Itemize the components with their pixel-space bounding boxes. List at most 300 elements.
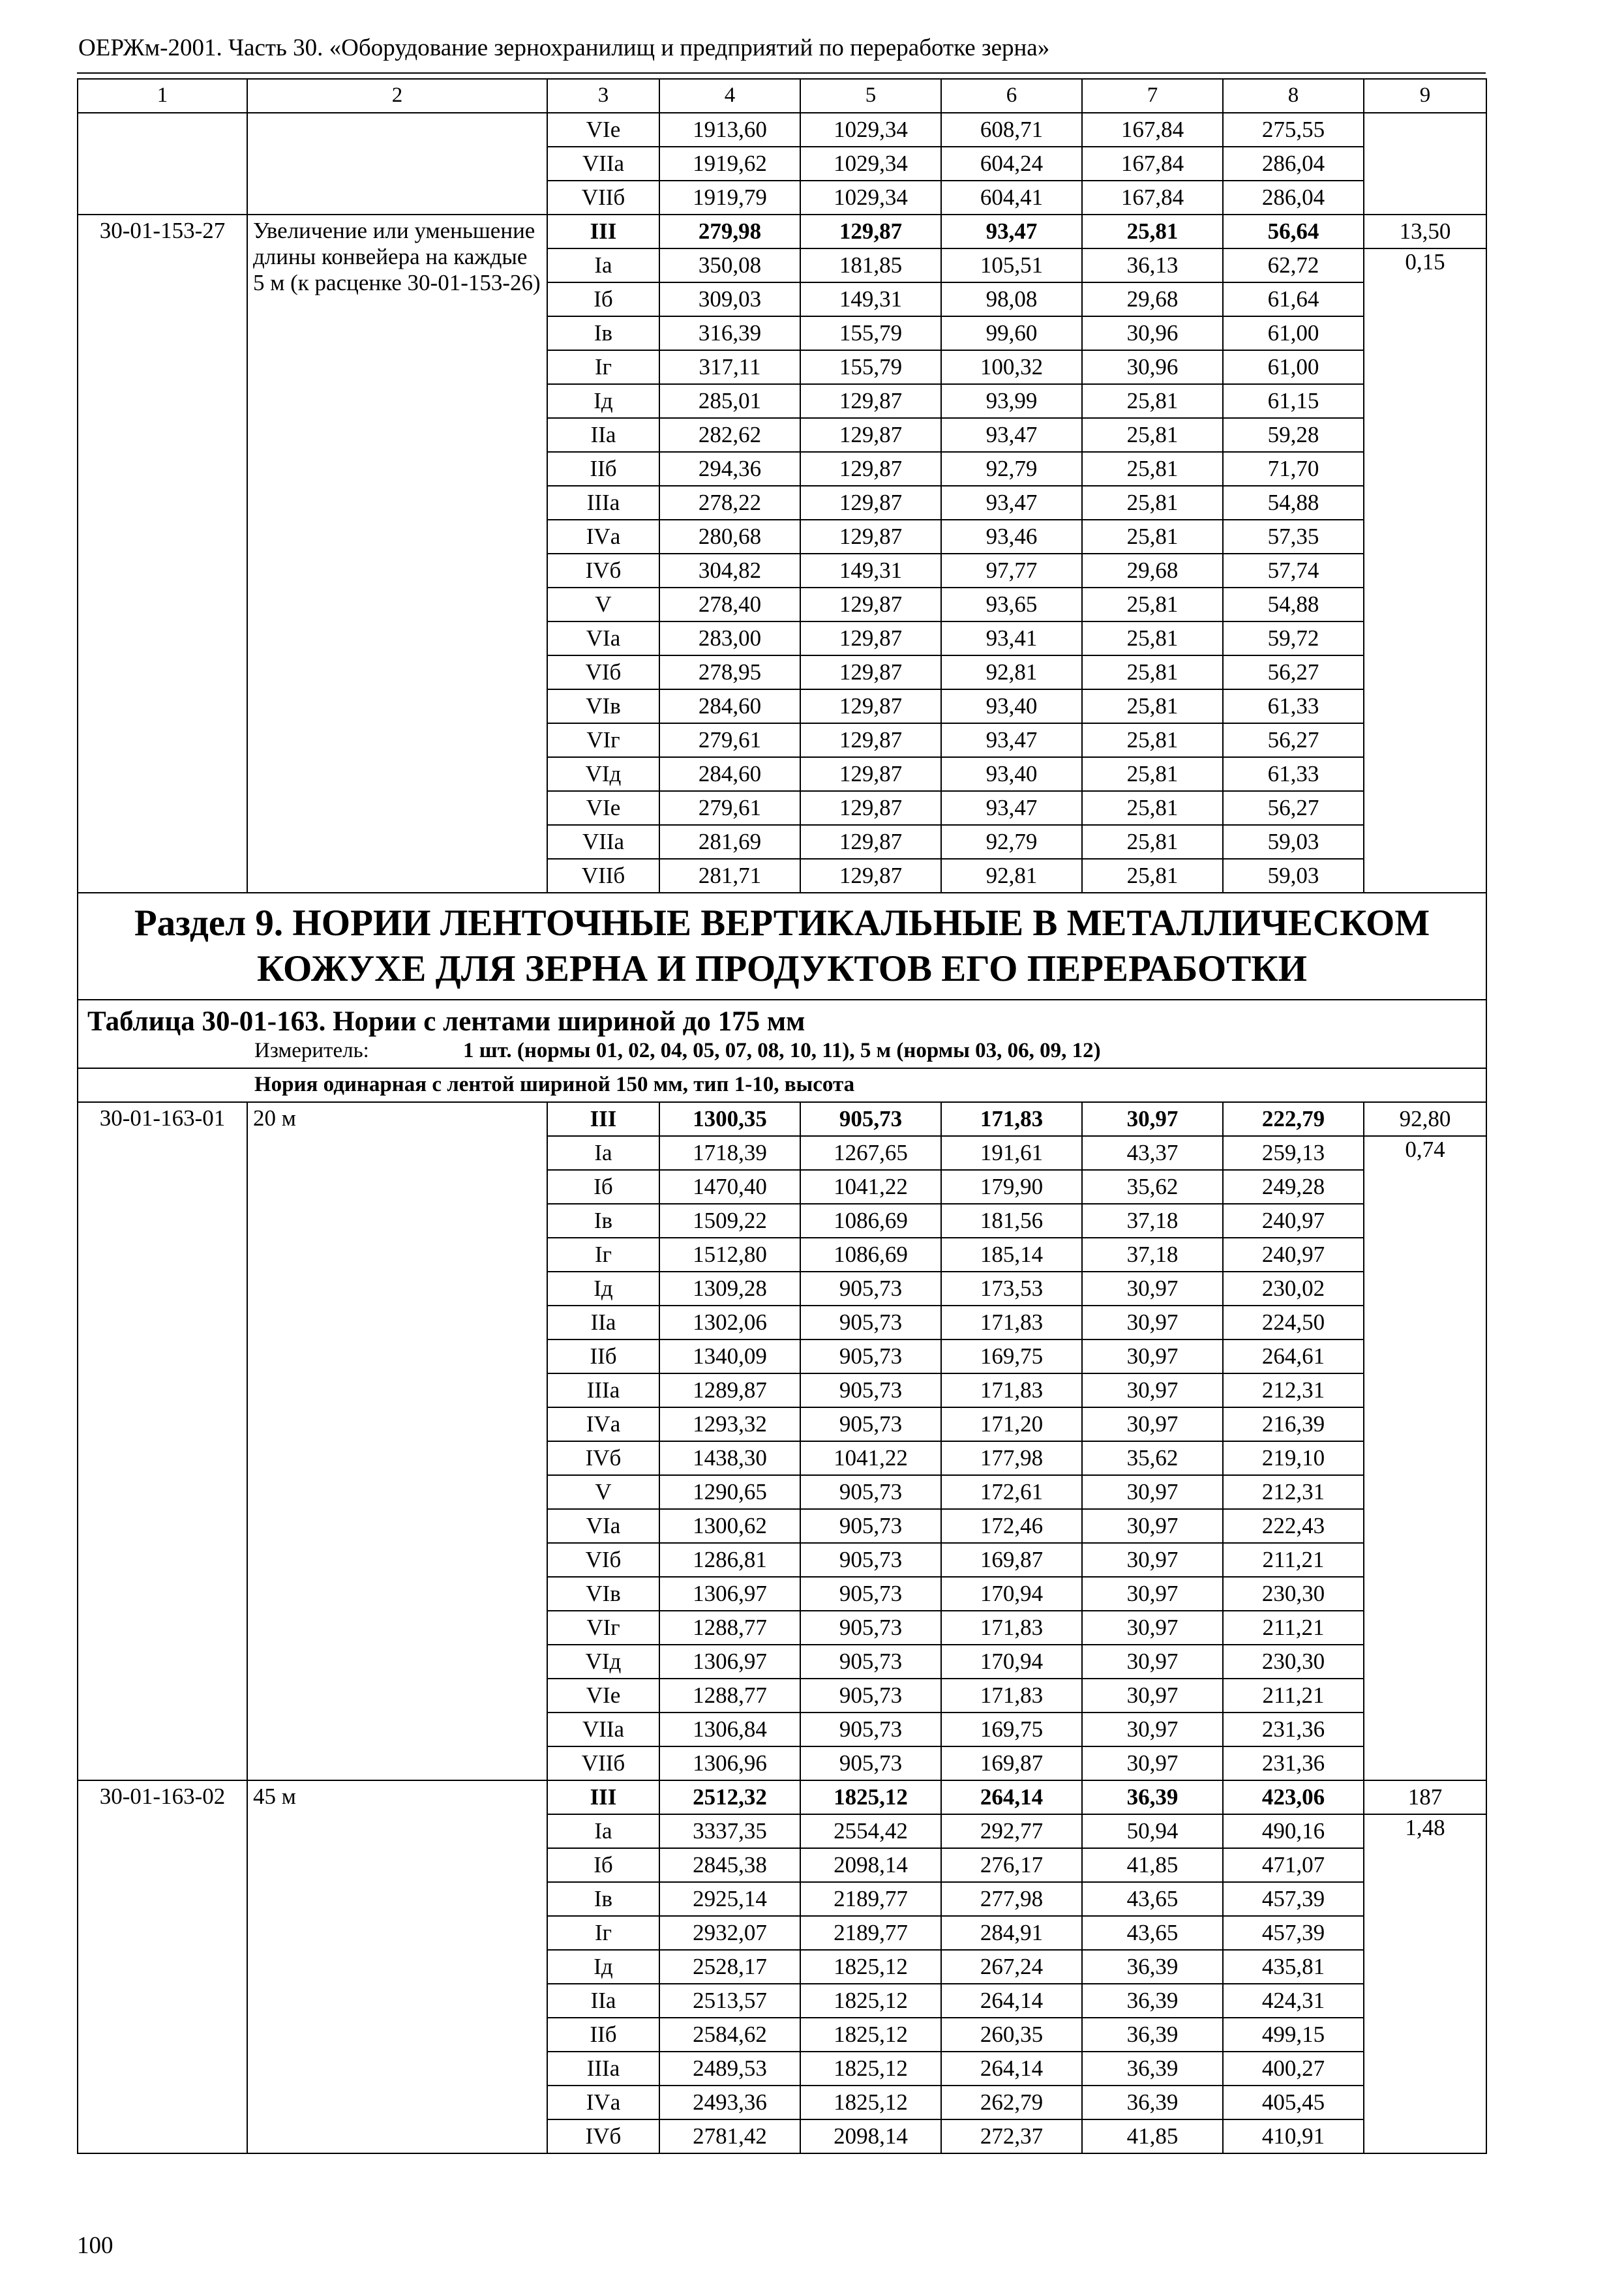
materials-cell: 259,13 [1223,1136,1364,1170]
total-cost-cell: 1300,62 [659,1509,800,1543]
price-table [77,78,1487,2154]
zone-cell: Iг [547,350,659,384]
total-cost-cell: 294,36 [659,452,800,486]
wages-cell: 2098,14 [800,2119,941,2153]
table-title: Таблица 30-01-163. Нории с лентами шириной до 175 мм [87,1006,805,1037]
column-numbers-row [78,79,1486,113]
wages-cell: 905,73 [800,1407,941,1441]
meter-value: 1 шт. (нормы 01, 02, 04, 05, 07, 08, 10, 11), 5 м (нормы 03, 06, 09, 12) [463,1039,1101,1063]
materials-cell: 231,36 [1223,1713,1364,1746]
wages-cell: 1029,34 [800,181,941,215]
zone-cell: VIе [547,1679,659,1713]
machines-cell: 99,60 [941,316,1082,350]
total-cost-cell: 1512,80 [659,1238,800,1272]
machinist-wages-cell: 25,81 [1082,791,1223,825]
materials-cell: 424,31 [1223,1984,1364,2018]
name-cell: Увеличение или уменьшение длины конвейера на каждые 5 м (к расценке 30-01-153-26) [247,215,547,893]
wages-cell: 129,87 [800,621,941,655]
materials-cell: 230,30 [1223,1577,1364,1611]
zone-cell: Iв [547,1882,659,1916]
materials-cell: 240,97 [1223,1204,1364,1238]
subheading-row [78,1068,1486,1102]
labor-cost-cell: 187 [1364,1780,1486,1814]
zone-cell: IVб [547,2119,659,2153]
zone-cell: VIIб [547,859,659,893]
machinist-wages-cell: 25,81 [1082,384,1223,418]
section-title: Раздел 9. НОРИИ ЛЕНТОЧНЫЕ ВЕРТИКАЛЬНЫЕ В МЕТАЛЛИЧЕСКОМ КОЖУХЕ ДЛЯ ЗЕРНА И ПРОДУКТОВ ЕГО ПЕРЕРАБОТКИ [78,893,1486,1000]
machinist-wages-cell: 43,37 [1082,1136,1223,1170]
materials-cell: 286,04 [1223,181,1364,215]
total-cost-cell: 2925,14 [659,1882,800,1916]
materials-cell: 54,88 [1223,486,1364,520]
materials-cell: 499,15 [1223,2018,1364,2052]
machines-cell: 169,75 [941,1713,1082,1746]
total-cost-cell: 1438,30 [659,1441,800,1475]
wages-cell: 905,73 [800,1373,941,1407]
total-cost-cell: 1340,09 [659,1339,800,1373]
wages-cell: 129,87 [800,418,941,452]
machinist-wages-cell: 25,81 [1082,452,1223,486]
code-cell [78,113,247,215]
wages-cell: 905,73 [800,1679,941,1713]
wages-cell: 2554,42 [800,1814,941,1848]
materials-cell: 62,72 [1223,248,1364,282]
machinist-wages-cell: 25,81 [1082,520,1223,554]
machines-cell: 171,83 [941,1306,1082,1339]
machinist-wages-cell: 35,62 [1082,1170,1223,1204]
total-cost-cell: 1290,65 [659,1475,800,1509]
wages-cell: 905,73 [800,1306,941,1339]
machinist-wages-cell: 25,81 [1082,655,1223,689]
page-header: ОЕРЖм-2001. Часть 30. «Оборудование зернохранилищ и предприятий по переработке зерна» [78,35,1050,61]
machines-cell: 93,47 [941,418,1082,452]
machinist-wages-cell: 36,39 [1082,2018,1223,2052]
column-number: 9 [1364,79,1486,113]
materials-cell: 222,43 [1223,1509,1364,1543]
total-cost-cell: 1289,87 [659,1373,800,1407]
materials-cell: 61,64 [1223,282,1364,316]
total-cost-cell: 1306,96 [659,1746,800,1780]
total-cost-cell: 1913,60 [659,113,800,147]
total-cost-cell: 2932,07 [659,1916,800,1950]
machines-cell: 171,20 [941,1407,1082,1441]
machinist-wages-cell: 30,97 [1082,1645,1223,1679]
wages-cell: 905,73 [800,1272,941,1306]
total-cost-cell: 316,39 [659,316,800,350]
machinist-wages-cell: 29,68 [1082,554,1223,588]
machinist-wages-cell: 25,81 [1082,418,1223,452]
machinist-wages-cell: 36,39 [1082,1780,1223,1814]
total-cost-cell: 278,95 [659,655,800,689]
wages-cell: 129,87 [800,689,941,723]
materials-cell: 222,79 [1223,1102,1364,1136]
zone-cell: VIб [547,1543,659,1577]
materials-cell: 61,00 [1223,350,1364,384]
zone-cell: Iд [547,1272,659,1306]
total-cost-cell: 1306,84 [659,1713,800,1746]
machines-cell: 92,81 [941,655,1082,689]
machinist-wages-cell: 30,97 [1082,1577,1223,1611]
zone-cell: VIв [547,1577,659,1611]
total-cost-cell: 2512,32 [659,1780,800,1814]
zone-cell: VIа [547,1509,659,1543]
zone-cell: Iа [547,248,659,282]
total-cost-cell: 1288,77 [659,1611,800,1645]
materials-cell: 219,10 [1223,1441,1364,1475]
zone-cell: Iа [547,1136,659,1170]
zone-cell: V [547,1475,659,1509]
wages-cell: 2189,77 [800,1882,941,1916]
wages-cell: 1825,12 [800,1950,941,1984]
wages-cell: 905,73 [800,1611,941,1645]
machines-cell: 171,83 [941,1373,1082,1407]
zone-cell: IIIа [547,1373,659,1407]
machinist-wages-cell: 36,39 [1082,1984,1223,2018]
machines-cell: 92,81 [941,859,1082,893]
machinist-labor-cell: 1,48 [1364,1814,1486,2153]
zone-cell: Iв [547,316,659,350]
labor-cost-cell: 92,80 [1364,1102,1486,1136]
zone-cell: Iг [547,1916,659,1950]
zone-cell: IIб [547,1339,659,1373]
zone-cell: VIб [547,655,659,689]
total-cost-cell: 278,40 [659,588,800,621]
machines-cell: 604,41 [941,181,1082,215]
wages-cell: 905,73 [800,1339,941,1373]
machines-cell: 93,47 [941,723,1082,757]
machinist-wages-cell: 30,97 [1082,1679,1223,1713]
wages-cell: 2098,14 [800,1848,941,1882]
wages-cell: 129,87 [800,655,941,689]
table-title-cell [78,1000,1486,1068]
total-cost-cell: 304,82 [659,554,800,588]
machines-cell: 181,56 [941,1204,1082,1238]
materials-cell: 56,27 [1223,723,1364,757]
materials-cell: 57,74 [1223,554,1364,588]
section-row [78,893,1486,1000]
total-cost-cell: 1306,97 [659,1645,800,1679]
extra-cell [1364,113,1486,215]
wages-cell: 129,87 [800,791,941,825]
machines-cell: 264,14 [941,1984,1082,2018]
machines-cell: 170,94 [941,1645,1082,1679]
zone-cell: IIа [547,1984,659,2018]
wages-cell: 1041,22 [800,1441,941,1475]
zone-cell: VIе [547,791,659,825]
materials-cell: 56,27 [1223,791,1364,825]
zone-cell: VIIа [547,147,659,181]
wages-cell: 149,31 [800,282,941,316]
total-cost-cell: 1470,40 [659,1170,800,1204]
materials-cell: 71,70 [1223,452,1364,486]
wages-cell: 1267,65 [800,1136,941,1170]
zone-cell: IVб [547,554,659,588]
materials-cell: 59,28 [1223,418,1364,452]
materials-cell: 230,30 [1223,1645,1364,1679]
machines-cell: 92,79 [941,452,1082,486]
total-cost-cell: 278,22 [659,486,800,520]
materials-cell: 59,72 [1223,621,1364,655]
machines-cell: 93,46 [941,520,1082,554]
materials-cell: 61,15 [1223,384,1364,418]
total-cost-cell: 281,71 [659,859,800,893]
labor-cost-cell: 13,50 [1364,215,1486,248]
machinist-wages-cell: 30,97 [1082,1272,1223,1306]
meter-label: Измеритель: [254,1039,369,1063]
wages-cell: 129,87 [800,825,941,859]
materials-cell: 435,81 [1223,1950,1364,1984]
machinist-wages-cell: 41,85 [1082,2119,1223,2153]
zone-cell: Iб [547,1170,659,1204]
machines-cell: 264,14 [941,2052,1082,2086]
machines-cell: 191,61 [941,1136,1082,1170]
materials-cell: 56,64 [1223,215,1364,248]
subheading: Нория одинарная с лентой шириной 150 мм, тип 1-10, высота [78,1068,1486,1102]
materials-cell: 59,03 [1223,859,1364,893]
materials-cell: 457,39 [1223,1882,1364,1916]
machinist-wages-cell: 25,81 [1082,215,1223,248]
materials-cell: 212,31 [1223,1475,1364,1509]
machinist-wages-cell: 35,62 [1082,1441,1223,1475]
wages-cell: 2189,77 [800,1916,941,1950]
wages-cell: 905,73 [800,1577,941,1611]
machines-cell: 292,77 [941,1814,1082,1848]
machines-cell: 173,53 [941,1272,1082,1306]
machinist-wages-cell: 167,84 [1082,181,1223,215]
zone-cell: Iа [547,1814,659,1848]
machines-cell: 169,87 [941,1543,1082,1577]
machines-cell: 179,90 [941,1170,1082,1204]
zone-cell: IVа [547,2086,659,2119]
header-rule [77,72,1486,74]
machinist-wages-cell: 43,65 [1082,1916,1223,1950]
wages-cell: 1825,12 [800,2052,941,2086]
total-cost-cell: 350,08 [659,248,800,282]
machines-cell: 93,40 [941,689,1082,723]
wages-cell: 905,73 [800,1645,941,1679]
machinist-wages-cell: 50,94 [1082,1814,1223,1848]
materials-cell: 61,33 [1223,757,1364,791]
zone-cell: VIд [547,757,659,791]
machinist-wages-cell: 25,81 [1082,825,1223,859]
column-number: 8 [1223,79,1364,113]
zone-cell: IVа [547,1407,659,1441]
materials-cell: 59,03 [1223,825,1364,859]
materials-cell: 61,00 [1223,316,1364,350]
wages-cell: 129,87 [800,859,941,893]
machinist-wages-cell: 25,81 [1082,757,1223,791]
total-cost-cell: 1718,39 [659,1136,800,1170]
zone-cell: IIIа [547,2052,659,2086]
code-cell: 30-01-153-27 [78,215,247,893]
materials-cell: 224,50 [1223,1306,1364,1339]
machinist-wages-cell: 25,81 [1082,723,1223,757]
machines-cell: 93,47 [941,791,1082,825]
wages-cell: 149,31 [800,554,941,588]
wages-cell: 1825,12 [800,1984,941,2018]
zone-cell: VIд [547,1645,659,1679]
zone-cell: Iд [547,1950,659,1984]
materials-cell: 471,07 [1223,1848,1364,1882]
zone-cell: III [547,1780,659,1814]
wages-cell: 1825,12 [800,1780,941,1814]
meter-line [78,1039,1486,1068]
total-cost-cell: 2528,17 [659,1950,800,1984]
machinist-wages-cell: 30,96 [1082,316,1223,350]
table-row [78,113,1486,147]
name-cell: 20 м [247,1102,547,1780]
machines-cell: 185,14 [941,1238,1082,1272]
zone-cell: VIа [547,621,659,655]
total-cost-cell: 285,01 [659,384,800,418]
wages-cell: 1029,34 [800,147,941,181]
materials-cell: 249,28 [1223,1170,1364,1204]
total-cost-cell: 279,61 [659,723,800,757]
zone-cell: IIа [547,1306,659,1339]
materials-cell: 57,35 [1223,520,1364,554]
machines-cell: 98,08 [941,282,1082,316]
zone-cell: IIб [547,452,659,486]
name-cell: 45 м [247,1780,547,2153]
machinist-wages-cell: 29,68 [1082,282,1223,316]
wages-cell: 905,73 [800,1746,941,1780]
zone-cell: VIIб [547,1746,659,1780]
total-cost-cell: 2489,53 [659,2052,800,2086]
machines-cell: 260,35 [941,2018,1082,2052]
materials-cell: 54,88 [1223,588,1364,621]
zone-cell: III [547,215,659,248]
machines-cell: 171,83 [941,1611,1082,1645]
machinist-wages-cell: 36,13 [1082,248,1223,282]
materials-cell: 457,39 [1223,1916,1364,1950]
machines-cell: 169,87 [941,1746,1082,1780]
table-row [78,1102,1486,1136]
materials-cell: 61,33 [1223,689,1364,723]
machinist-wages-cell: 30,96 [1082,350,1223,384]
zone-cell: IIIа [547,486,659,520]
total-cost-cell: 1309,28 [659,1272,800,1306]
machinist-labor-cell: 0,15 [1364,248,1486,893]
total-cost-cell: 282,62 [659,418,800,452]
machinist-wages-cell: 167,84 [1082,147,1223,181]
machines-cell: 170,94 [941,1577,1082,1611]
total-cost-cell: 2584,62 [659,2018,800,2052]
total-cost-cell: 1302,06 [659,1306,800,1339]
zone-cell: VIIа [547,825,659,859]
wages-cell: 1041,22 [800,1170,941,1204]
total-cost-cell: 1509,22 [659,1204,800,1238]
machines-cell: 264,14 [941,1780,1082,1814]
machinist-wages-cell: 167,84 [1082,113,1223,147]
machines-cell: 172,46 [941,1509,1082,1543]
table-row [78,215,1486,248]
column-number: 1 [78,79,247,113]
zone-cell: IVа [547,520,659,554]
machinist-wages-cell: 30,97 [1082,1713,1223,1746]
machines-cell: 177,98 [941,1441,1082,1475]
machinist-wages-cell: 25,81 [1082,859,1223,893]
table-title-row [78,1000,1486,1068]
zone-cell: VIв [547,689,659,723]
total-cost-cell: 284,60 [659,757,800,791]
wages-cell: 905,73 [800,1509,941,1543]
materials-cell: 211,21 [1223,1611,1364,1645]
total-cost-cell: 279,98 [659,215,800,248]
total-cost-cell: 1919,79 [659,181,800,215]
machinist-wages-cell: 30,97 [1082,1102,1223,1136]
code-cell: 30-01-163-02 [78,1780,247,2153]
total-cost-cell: 2845,38 [659,1848,800,1882]
machinist-wages-cell: 36,39 [1082,1950,1223,1984]
zone-cell: VIIб [547,181,659,215]
zone-cell: V [547,588,659,621]
zone-cell: VIе [547,113,659,147]
machinist-wages-cell: 30,97 [1082,1543,1223,1577]
machinist-wages-cell: 43,65 [1082,1882,1223,1916]
materials-cell: 400,27 [1223,2052,1364,2086]
total-cost-cell: 2493,36 [659,2086,800,2119]
machines-cell: 100,32 [941,350,1082,384]
machines-cell: 284,91 [941,1916,1082,1950]
total-cost-cell: 279,61 [659,791,800,825]
machinist-wages-cell: 36,39 [1082,2052,1223,2086]
machinist-wages-cell: 41,85 [1082,1848,1223,1882]
machines-cell: 97,77 [941,554,1082,588]
total-cost-cell: 284,60 [659,689,800,723]
materials-cell: 230,02 [1223,1272,1364,1306]
wages-cell: 181,85 [800,248,941,282]
machinist-wages-cell: 37,18 [1082,1238,1223,1272]
column-number: 7 [1082,79,1223,113]
zone-cell: Iб [547,1848,659,1882]
materials-cell: 275,55 [1223,113,1364,147]
wages-cell: 905,73 [800,1543,941,1577]
machinist-wages-cell: 25,81 [1082,621,1223,655]
total-cost-cell: 1293,32 [659,1407,800,1441]
wages-cell: 129,87 [800,486,941,520]
zone-cell: IIб [547,2018,659,2052]
materials-cell: 286,04 [1223,147,1364,181]
materials-cell: 212,31 [1223,1373,1364,1407]
zone-cell: Iд [547,384,659,418]
materials-cell: 216,39 [1223,1407,1364,1441]
wages-cell: 129,87 [800,520,941,554]
total-cost-cell: 1306,97 [659,1577,800,1611]
machines-cell: 267,24 [941,1950,1082,1984]
materials-cell: 231,36 [1223,1746,1364,1780]
wages-cell: 129,87 [800,452,941,486]
materials-cell: 240,97 [1223,1238,1364,1272]
total-cost-cell: 2513,57 [659,1984,800,2018]
materials-cell: 211,21 [1223,1679,1364,1713]
zone-cell: IVб [547,1441,659,1475]
code-cell: 30-01-163-01 [78,1102,247,1780]
machines-cell: 172,61 [941,1475,1082,1509]
wages-cell: 129,87 [800,588,941,621]
wages-cell: 129,87 [800,384,941,418]
machinist-wages-cell: 37,18 [1082,1204,1223,1238]
total-cost-cell: 1919,62 [659,147,800,181]
wages-cell: 129,87 [800,723,941,757]
machinist-wages-cell: 30,97 [1082,1306,1223,1339]
wages-cell: 1825,12 [800,2018,941,2052]
column-number: 3 [547,79,659,113]
wages-cell: 1086,69 [800,1238,941,1272]
total-cost-cell: 309,03 [659,282,800,316]
total-cost-cell: 2781,42 [659,2119,800,2153]
machinist-wages-cell: 30,97 [1082,1509,1223,1543]
zone-cell: IIа [547,418,659,452]
